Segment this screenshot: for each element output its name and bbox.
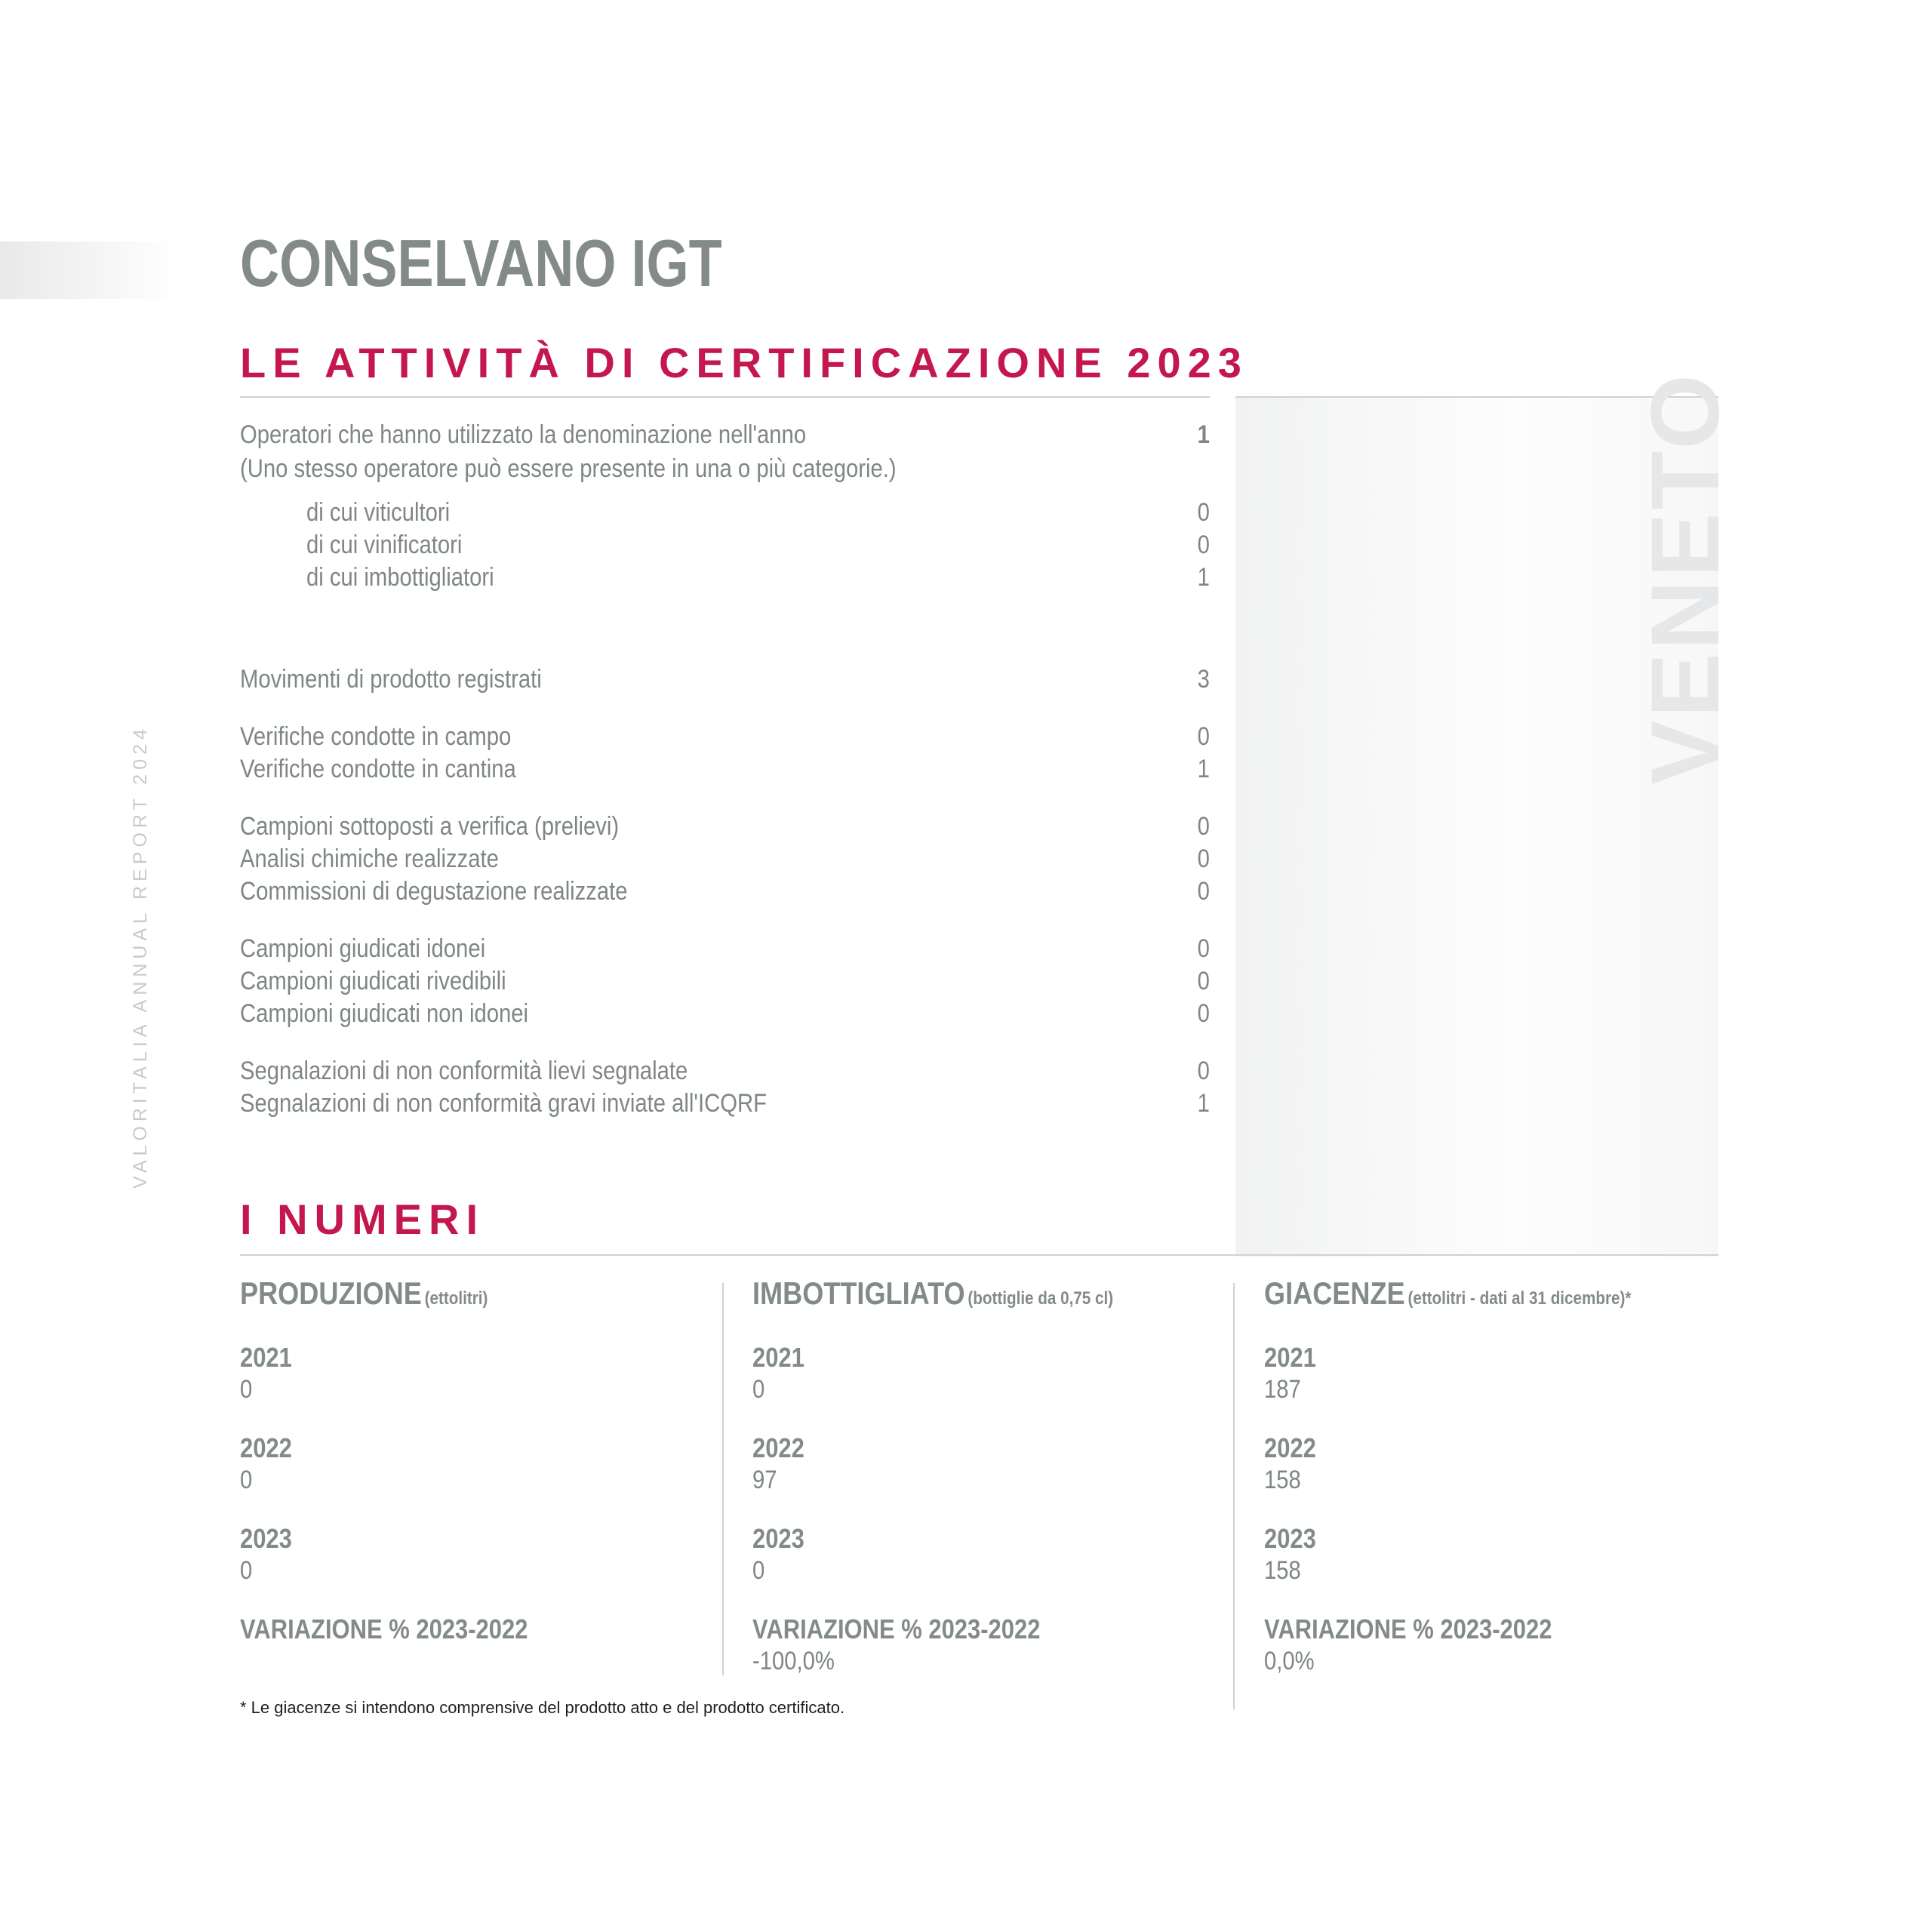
stat-value: 0 bbox=[1197, 934, 1210, 963]
stat-label: Campioni giudicati non idonei bbox=[240, 999, 529, 1028]
variation-label: VARIAZIONE % 2023-2022 bbox=[240, 1614, 528, 1644]
stat-value: 0 bbox=[1197, 812, 1210, 841]
stat-row-non-idonei bbox=[240, 999, 1210, 1032]
stat-row-idonei bbox=[240, 934, 1210, 968]
year-label: 2022 bbox=[752, 1432, 804, 1463]
year-value: 0 bbox=[240, 1556, 253, 1585]
year-value: 0 bbox=[240, 1375, 253, 1404]
stat-row-campioni-verifica bbox=[240, 812, 1210, 845]
stat-label: Commissioni di degustazione realizzate bbox=[240, 877, 628, 906]
stat-row-verifiche-campo bbox=[240, 722, 1210, 755]
column-divider bbox=[1233, 1283, 1235, 1709]
year-label: 2023 bbox=[1264, 1523, 1316, 1554]
year-label: 2021 bbox=[240, 1342, 292, 1373]
year-value: 187 bbox=[1264, 1375, 1301, 1404]
stat-value: 0 bbox=[1197, 844, 1210, 873]
numbers-rule bbox=[240, 1254, 1718, 1256]
region-label: VENETO bbox=[1632, 371, 1740, 785]
stat-label: Segnalazioni di non conformità gravi inviate all'ICQRF bbox=[240, 1089, 767, 1118]
column-title: IMBOTTIGLIATO bbox=[752, 1275, 965, 1311]
stat-value: 0 bbox=[1197, 531, 1210, 559]
year-label: 2021 bbox=[1264, 1342, 1316, 1373]
stat-row-operators-note bbox=[240, 454, 1210, 488]
stat-value: 1 bbox=[1197, 755, 1210, 783]
stat-label: Campioni sottoposti a verifica (prelievi) bbox=[240, 812, 620, 841]
column-unit: (bottiglie da 0,75 cl) bbox=[968, 1288, 1114, 1309]
stat-row-operators bbox=[240, 420, 1210, 454]
stat-row-vinificatori bbox=[240, 531, 1210, 564]
year-label: 2023 bbox=[240, 1523, 292, 1554]
stat-label: (Uno stesso operatore può essere presente in una o più categorie.) bbox=[240, 454, 897, 483]
stat-label: Operatori che hanno utilizzato la denominazione nell'anno bbox=[240, 420, 807, 449]
stat-row-imbottigliatori bbox=[240, 563, 1210, 596]
column-divider bbox=[722, 1283, 724, 1675]
stat-value: 0 bbox=[1197, 498, 1210, 527]
column-header bbox=[240, 1275, 488, 1312]
variation-label: VARIAZIONE % 2023-2022 bbox=[1264, 1614, 1552, 1644]
year-value: 158 bbox=[1264, 1466, 1301, 1494]
column-unit: (ettolitri) bbox=[424, 1288, 488, 1309]
stat-row-non-conformita-lievi bbox=[240, 1057, 1210, 1090]
stat-row-viticultori bbox=[240, 498, 1210, 531]
stat-label: Movimenti di prodotto registrati bbox=[240, 665, 542, 694]
year-label: 2021 bbox=[752, 1342, 804, 1373]
stat-label: Campioni giudicati idonei bbox=[240, 934, 486, 963]
column-title: PRODUZIONE bbox=[240, 1275, 422, 1311]
year-value: 0 bbox=[752, 1556, 765, 1585]
stat-label: Campioni giudicati rivedibili bbox=[240, 967, 506, 995]
stat-value: 1 bbox=[1197, 420, 1210, 449]
stat-label: di cui vinificatori bbox=[306, 531, 463, 559]
stat-label: di cui imbottigliatori bbox=[306, 563, 494, 592]
stat-value: 0 bbox=[1197, 967, 1210, 995]
stat-value: 3 bbox=[1197, 665, 1210, 694]
variation-value: -100,0% bbox=[752, 1647, 835, 1675]
column-title: GIACENZE bbox=[1264, 1275, 1405, 1311]
year-value: 0 bbox=[752, 1375, 765, 1404]
certification-rule bbox=[240, 396, 1210, 398]
year-label: 2022 bbox=[1264, 1432, 1316, 1463]
stat-label: Analisi chimiche realizzate bbox=[240, 844, 499, 873]
variation-value: 0,0% bbox=[1264, 1647, 1315, 1675]
stat-label: Verifiche condotte in campo bbox=[240, 722, 512, 751]
side-band-decoration bbox=[0, 242, 181, 299]
year-label: 2023 bbox=[752, 1523, 804, 1554]
certification-heading: LE ATTIVITÀ DI CERTIFICAZIONE 2023 bbox=[240, 339, 1248, 386]
stat-row-rivedibili bbox=[240, 967, 1210, 1000]
column-unit: (ettolitri - dati al 31 dicembre)* bbox=[1407, 1288, 1632, 1309]
stat-row-movimenti bbox=[240, 665, 1210, 698]
stat-row-verifiche-cantina bbox=[240, 755, 1210, 788]
stat-value: 1 bbox=[1197, 563, 1210, 592]
year-value: 158 bbox=[1264, 1556, 1301, 1585]
stat-label: di cui viticultori bbox=[306, 498, 451, 527]
stat-value: 0 bbox=[1197, 722, 1210, 751]
column-header bbox=[752, 1275, 1113, 1312]
stat-value: 0 bbox=[1197, 1057, 1210, 1085]
stat-row-non-conformita-gravi bbox=[240, 1089, 1210, 1122]
stat-row-analisi bbox=[240, 844, 1210, 878]
report-caption: VALORITALIA ANNUAL REPORT 2024 bbox=[130, 724, 151, 1189]
stat-value: 0 bbox=[1197, 877, 1210, 906]
year-value: 97 bbox=[752, 1466, 777, 1494]
stat-row-commissioni bbox=[240, 877, 1210, 910]
footnote: * Le giacenze si intendono comprensive del prodotto atto e del prodotto certificato. bbox=[240, 1698, 845, 1717]
year-label: 2022 bbox=[240, 1432, 292, 1463]
stat-value: 1 bbox=[1197, 1089, 1210, 1118]
stat-label: Verifiche condotte in cantina bbox=[240, 755, 516, 783]
numbers-heading: I NUMERI bbox=[240, 1195, 485, 1243]
year-value: 0 bbox=[240, 1466, 253, 1494]
page-title: CONSELVANO IGT bbox=[240, 226, 722, 300]
variation-label: VARIAZIONE % 2023-2022 bbox=[752, 1614, 1041, 1644]
column-header bbox=[1264, 1275, 1631, 1312]
stat-value: 0 bbox=[1197, 999, 1210, 1028]
stat-label: Segnalazioni di non conformità lievi segnalate bbox=[240, 1057, 688, 1085]
